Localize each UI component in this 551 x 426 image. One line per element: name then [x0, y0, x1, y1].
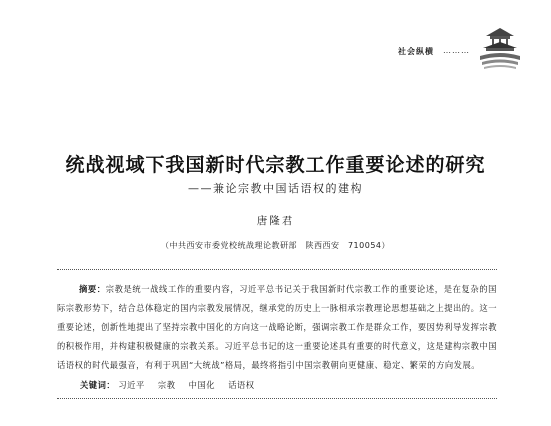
section-tag-dots: ………: [443, 46, 470, 55]
abstract-divider-top: [57, 269, 497, 270]
article-title: 统战视域下我国新时代宗教工作重要论述的研究: [65, 154, 486, 176]
article-author: 唐隆君: [256, 215, 295, 227]
abstract-label: 摘要：: [79, 284, 106, 294]
abstract-divider-bottom: [57, 398, 497, 399]
keyword-item: 中国化: [188, 380, 216, 390]
section-tag: 社会纵横: [398, 47, 434, 56]
article-subtitle: ——兼论宗教中国话语权的建构: [188, 182, 363, 195]
abstract-paragraph: [57, 280, 497, 375]
keyword-item: 话语权: [228, 380, 255, 390]
journal-logo-pavilion-icon: [478, 22, 522, 72]
keyword-item: 宗教: [157, 380, 176, 390]
author-affiliation: （中共西安市委党校统战理论教研部 陕西西安 710054）: [160, 241, 391, 250]
keywords-line: [80, 379, 265, 391]
keywords-label: 关键词：: [80, 380, 116, 390]
keyword-item: 习近平: [118, 380, 145, 390]
abstract-text: 宗教是统一战线工作的重要内容，习近平总书记关于我国新时代宗教工作的重要论述，是在复杂的国际宗教形势下，结合总体稳定的国内宗教发展情况，继承党的历史上一脉相承宗教理论思想基础之上提出的。这一重要论述，创新性地提出了坚持宗教中国化的方向这一战略论断，强调宗教工作是群众工作，要因势利导发挥宗教的积极作用，并构建积极健康的宗教关系。习近平总书记的这一重要论述具有重要的时代意义，这是建构宗教中国话语权的时代最强音，有利于巩固“大统战”格局，最终将指引中国宗教朝向更健康、稳定、繁荣的方向发展。: [57, 284, 497, 370]
